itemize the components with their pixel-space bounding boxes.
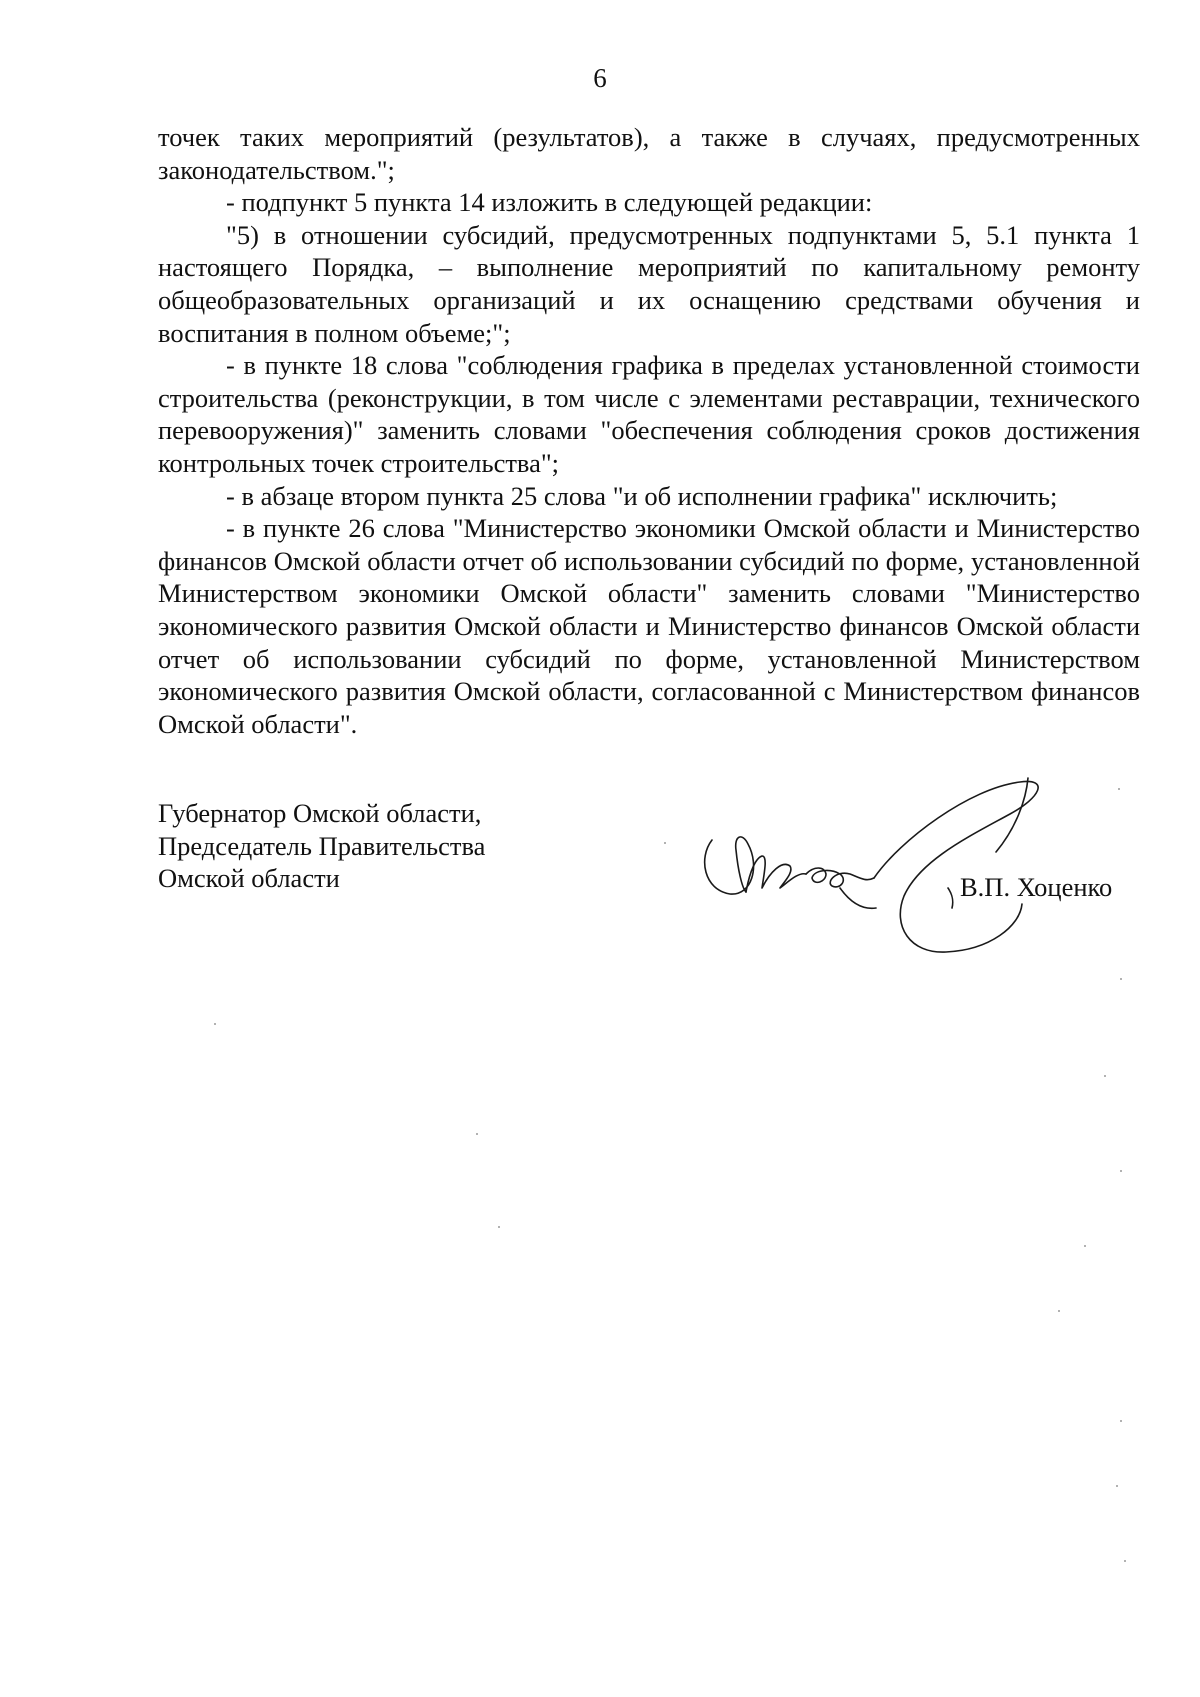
signatory-title-line: Председатель Правительства (158, 830, 486, 861)
paragraph-amendment-26: - в пункте 26 слова "Министерство экономики Омской области и Министерство финансов Омской области отчет об использовании субсидий по форме, установленной Министерством экономики Омской области" заменить словами "Министерство экономического развития Омской области и Министерство финансов Омской области отчет об использовании субсидий по форме, установленной Министерством экономического развития Омской области, согласованной с Министерством финансов Омской области". (158, 513, 1140, 739)
signatory-title-line: Омской области (158, 863, 340, 894)
scan-speck (1124, 1560, 1126, 1562)
signatory-title-line: Губернатор Омской области, (158, 798, 482, 828)
document-body (158, 121, 1140, 740)
paragraph-amendment-25: - в абзаце втором пункта 25 слова "и об исполнении графика" исключить; (226, 480, 1058, 511)
signatory-name: В.П. Хоценко (960, 872, 1113, 902)
handwritten-signature (690, 770, 1113, 970)
paragraph-amendment-14: - подпункт 5 пункта 14 изложить в следующей редакции: (226, 187, 873, 218)
paragraph-continuation: точек таких мероприятий (результатов), а также в случаях, предусмотренных законодательством."; (158, 122, 1140, 185)
scan-speck (1104, 1075, 1106, 1077)
scan-speck (1058, 1310, 1060, 1312)
paragraph-amendment-18: - в пункте 18 слова "соблюдения графика в пределах установленной стоимости строительства (реконструкции, в том числе с элементами реставрации, технического перевооружения)" заменить словами "обеспечения соблюдения сроков достижения контрольных точек строительства"; (158, 350, 1140, 478)
scan-speck (214, 1023, 216, 1025)
scan-speck (1120, 1420, 1122, 1422)
paragraph-new-wording: "5) в отношении субсидий, предусмотренных подпунктами 5, 5.1 пункта 1 настоящего Порядка, – выполнение мероприятий по капитальному ремонту общеобразовательных организаций и их оснащению средствами обучения и воспитания в полном объеме;"; (158, 219, 1140, 348)
signatory-title (158, 797, 485, 895)
scan-speck (476, 1133, 478, 1135)
scan-speck (664, 842, 666, 844)
scan-speck (1120, 978, 1122, 980)
scan-speck (1120, 1170, 1122, 1172)
scan-speck (498, 1226, 500, 1228)
page-number: 6 (593, 63, 607, 93)
scan-speck (1084, 1245, 1086, 1247)
scan-speck (1116, 1485, 1118, 1487)
scan-speck (1118, 788, 1120, 790)
